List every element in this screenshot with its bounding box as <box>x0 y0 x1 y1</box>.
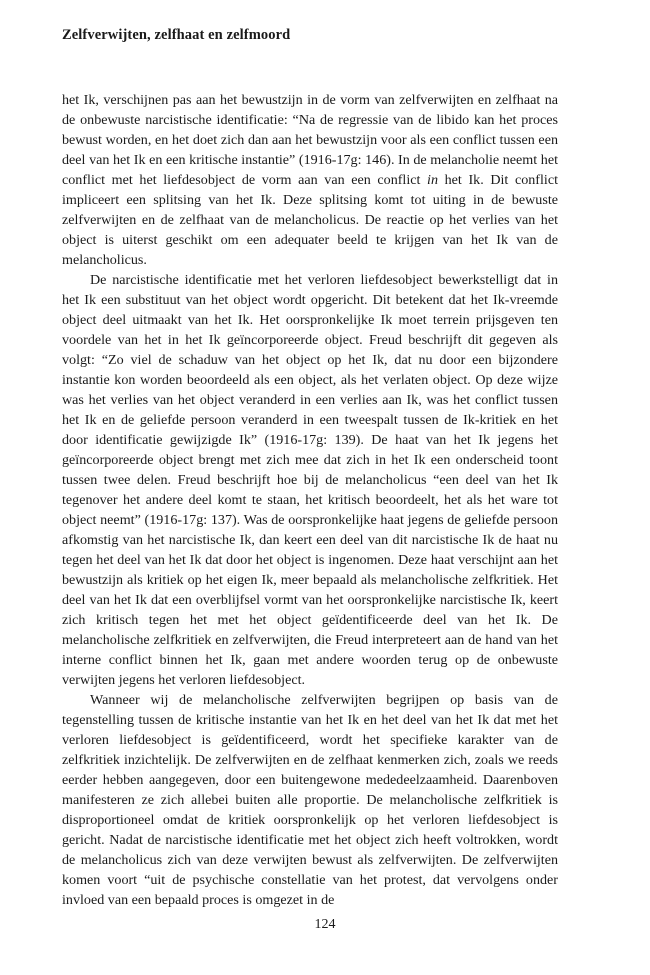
paragraph-1-text-a: het Ik, verschijnen pas aan het bewustzijn in de vorm van zelfverwijten en zelfhaat na de onbewuste narcistische identificatie: “Na de regressie van de libido kan het proces bewust worden, en het doet zich dan aan het bewustzijn voor als een conflict tussen een deel van het Ik en een kritische instantie” (1916-17g: 146). In de melancholie neemt het conflict met het liefdesobject de vorm aan van een conflict <box>62 92 558 188</box>
paragraph-1-emphasis: in <box>427 172 439 188</box>
paragraph-1 <box>62 90 558 270</box>
running-head: Zelfverwijten, zelfhaat en zelfmoord <box>62 27 291 43</box>
body-text <box>62 90 558 910</box>
paragraph-1-text-b: het Ik. Dit conflict impliceert een splitsing van het Ik. Deze splitsing komt tot uiting in de bewuste zelfverwijten en de zelfhaat van de melancholicus. De reactie op het verlies van het object is uiterst geschikt om een adequater beeld te krijgen van het Ik van de melancholicus. <box>62 172 558 268</box>
paragraph-3: Wanneer wij de melancholische zelfverwijten begrijpen op basis van de tegenstelling tussen de kritische instantie van het Ik en het deel van het Ik dat met het verloren liefdesobject is geïdentificeerd, wordt het specifieke karakter van de zelfkritiek inzichtelijk. De zelfverwijten en de zelfhaat kenmerken zich, zoals we reeds eerder hebben aangegeven, door een buitengewone mededeelzaamheid. Daarenboven manifesteren ze zich allebei buiten alle proportie. De melancholische zelfkritiek is disproportioneel omdat de kritiek oorspronkelijk op het verloren liefdesobject is gericht. Nadat de narcistische identificatie met het object zich heeft voltrokken, wordt de melancholicus zich van deze verwijten bewust als zelfverwijten. De zelfverwijten komen voort “uit de psychische constellatie van het protest, dat vervolgens onder invloed van een bepaald proces is omgezet in de <box>62 692 558 908</box>
paragraph-2: De narcistische identificatie met het verloren liefdesobject bewerkstelligt dat in het Ik een substituut van het object wordt opgericht. Dit betekent dat het Ik-vreemde object deel uitmaakt van het Ik. Het oorspronkelijke Ik moet terrein prijsgeven ten voordele van het in het Ik geïncorporeerde object. Freud beschrijft dit gegeven als volgt: “Zo viel de schaduw van het object op het Ik, dat nu door een bijzondere instantie kon worden beoordeeld als een object, als het verlaten object. Op deze wijze was het verlies van het object veranderd in een verlies aan Ik, was het conflict tussen het Ik en de geliefde persoon veranderd in een tweespalt tussen de Ik-kritiek en het door identificatie gewijzigde Ik” (1916-17g: 139). De haat van het Ik jegens het geïncorporeerde object brengt met zich mee dat zich in het Ik een onderscheid toont tussen twee delen. Freud beschrijft hoe bij de melancholicus “een deel van het Ik tegenover het andere deel komt te staan, het kritisch beoordeelt, het als het ware tot object neemt” (1916-17g: 137). Was de oorspronkelijke haat jegens de geliefde persoon afkomstig van het narcistische Ik, dan keert een deel van dit narcistische Ik de haat nu tegen het deel van het Ik dat door het object is ingenomen. Deze haat verschijnt aan het bewustzijn als kritiek op het eigen Ik, meer bepaald als melancholische zelfkritiek. Het deel van het Ik dat een overblijfsel vormt van het oorspronkelijke narcistische Ik, keert zich kritisch tegen het met het object geïdentificeerde deel van het Ik. De melancholische zelfkritiek en zelfverwijten, die Freud interpreteert aan de hand van het interne conflict binnen het Ik, gaan met andere woorden terug op de onbewuste verwijten jegens het verloren liefdesobject. <box>62 272 558 688</box>
page-number: 124 <box>314 917 336 932</box>
